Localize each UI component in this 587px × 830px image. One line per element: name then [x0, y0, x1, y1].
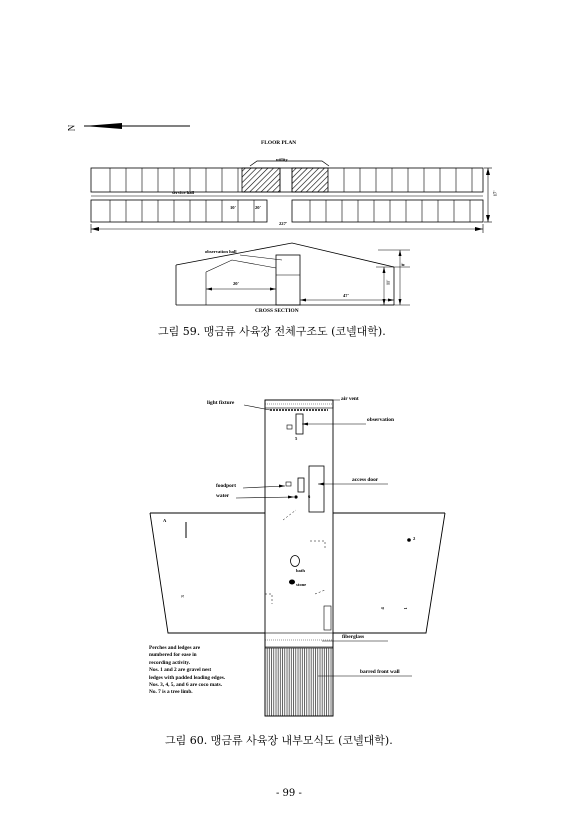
label-num-4: 4	[379, 607, 385, 610]
floor-plan-title: FLOOR PLAN	[261, 140, 297, 146]
dim-right: 17'	[492, 190, 498, 197]
note-line: Perches and ledges are	[149, 645, 201, 651]
figure-60-caption: 그림 60. 맹금류 사육장 내부모식도 (코넬대학).	[165, 734, 393, 747]
label-num-5: 5	[295, 436, 298, 441]
label-light-fixture: light fixture	[207, 400, 235, 406]
dim-20-top: 20'	[255, 205, 261, 210]
north-label: N	[66, 124, 77, 132]
label-right-marker: 2	[413, 536, 416, 541]
label-num-6: 6	[308, 494, 311, 499]
label-foodport: foodport	[216, 483, 237, 489]
label-fiberglass: fiberglass	[342, 634, 365, 640]
label-access-door: access door	[352, 477, 379, 483]
dim-section-1: 11'	[385, 279, 391, 286]
note-line: No. 7 is a tree limb.	[149, 689, 193, 696]
dim-227: 227'	[279, 221, 288, 226]
service-hall-label: service hall	[172, 190, 195, 195]
barred-wall	[265, 648, 333, 716]
label-num-1: 1	[402, 607, 408, 610]
figure-59-caption: 그림 59. 맹금류 사육장 전체구조도 (코넬대학).	[158, 325, 386, 338]
page-number: - 99 -	[276, 788, 302, 799]
label-bath: bath	[296, 568, 305, 573]
note-line: Nos. 1 and 2 are gravel nest	[149, 667, 212, 674]
utility-label: utility	[276, 157, 288, 162]
label-air-vent: air vent	[341, 396, 359, 402]
dim-10: 10'	[230, 205, 236, 210]
label-stone: stone	[296, 582, 307, 587]
note-line: recording activity.	[149, 659, 191, 666]
dim-section-2: 8'	[400, 262, 406, 267]
cross-section-title: CROSS SECTION	[255, 308, 299, 314]
dim-20-bottom: 20'	[233, 281, 239, 286]
note-line: Nos. 3, 4, 5, and 6 are coco mats.	[149, 682, 223, 689]
notes-block	[149, 645, 225, 697]
dim-47: 47'	[343, 293, 349, 298]
label-barred-front-wall: barred front wall	[360, 669, 400, 675]
note-line: numbered for ease in	[149, 652, 197, 659]
label-num-3: 3	[179, 595, 185, 598]
label-left-marker: A	[163, 518, 167, 523]
label-observation: observation	[367, 417, 394, 423]
note-line: ledges with padded leading edges.	[149, 674, 226, 681]
label-water: water	[216, 493, 230, 499]
observation-hall-label: observation hall	[205, 249, 237, 254]
